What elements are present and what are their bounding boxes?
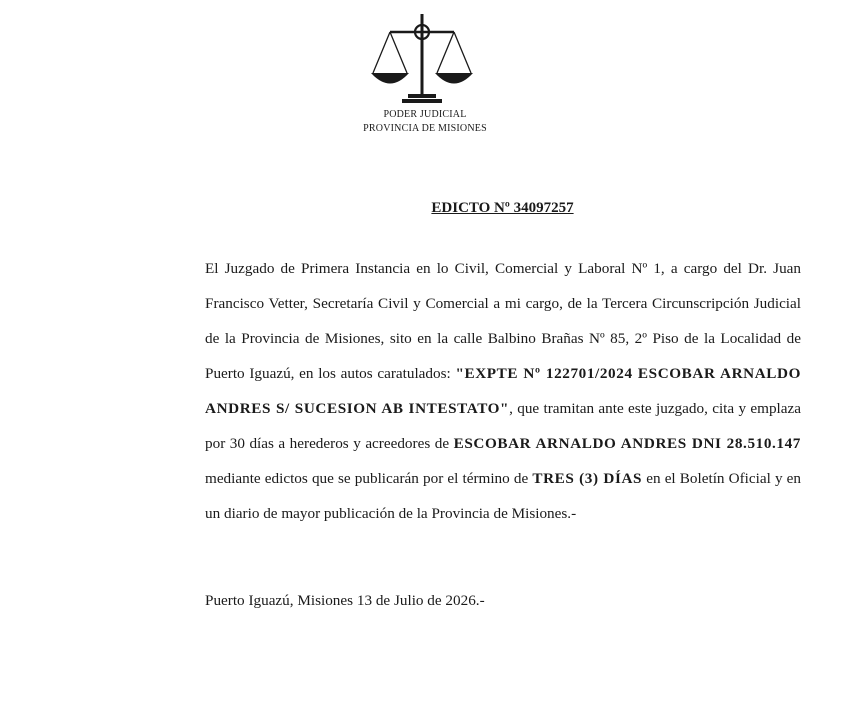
edict-text-part: en el Boletín Oficial y en un diario de mayor publicación de la Provincia de Misiones.- [205,470,802,522]
emblem-line-1: PODER JUDICIAL [383,109,467,120]
edict-text-part: mediante edictos que se publicarán por el término de [205,470,533,487]
case-caption: "EXPTE Nº 122701/2024 ESCOBAR ARNALDO ANDRES S/ SUCESION AB INTESTATO" [205,365,801,417]
deceased-name: ESCOBAR ARNALDO ANDRES DNI 28.510.147 [453,435,801,452]
scales-of-justice-icon [370,10,480,110]
poder-judicial-emblem [360,10,490,140]
emblem-line-2: PROVINCIA DE MISIONES [363,123,487,134]
publication-term: TRES (3) DÍAS [532,470,643,487]
edict-title: EDICTO Nº 34097257 [431,200,574,216]
edict-text-part: , que tramitan ante este juzgado, cita y emplaza por 30 días a herederos y acreedores de [205,400,801,452]
edict-body [205,251,801,531]
edict-text-part: El Juzgado de Primera Instancia en lo Civil, Comercial y Laboral Nº 1, a cargo del Dr. Juan Francisco Vetter, Secretaría Civil y Comercial a mi cargo, de la Tercera Circunscripción Judicial de la Provincia de Misiones, sito en la calle Balbino Brañas Nº 85, 2º Piso de la Localidad de Puerto Iguazú, en los autos caratulados: [205,260,801,382]
place-and-date: Puerto Iguazú, Misiones 13 de Julio de 2026.- [205,592,485,609]
